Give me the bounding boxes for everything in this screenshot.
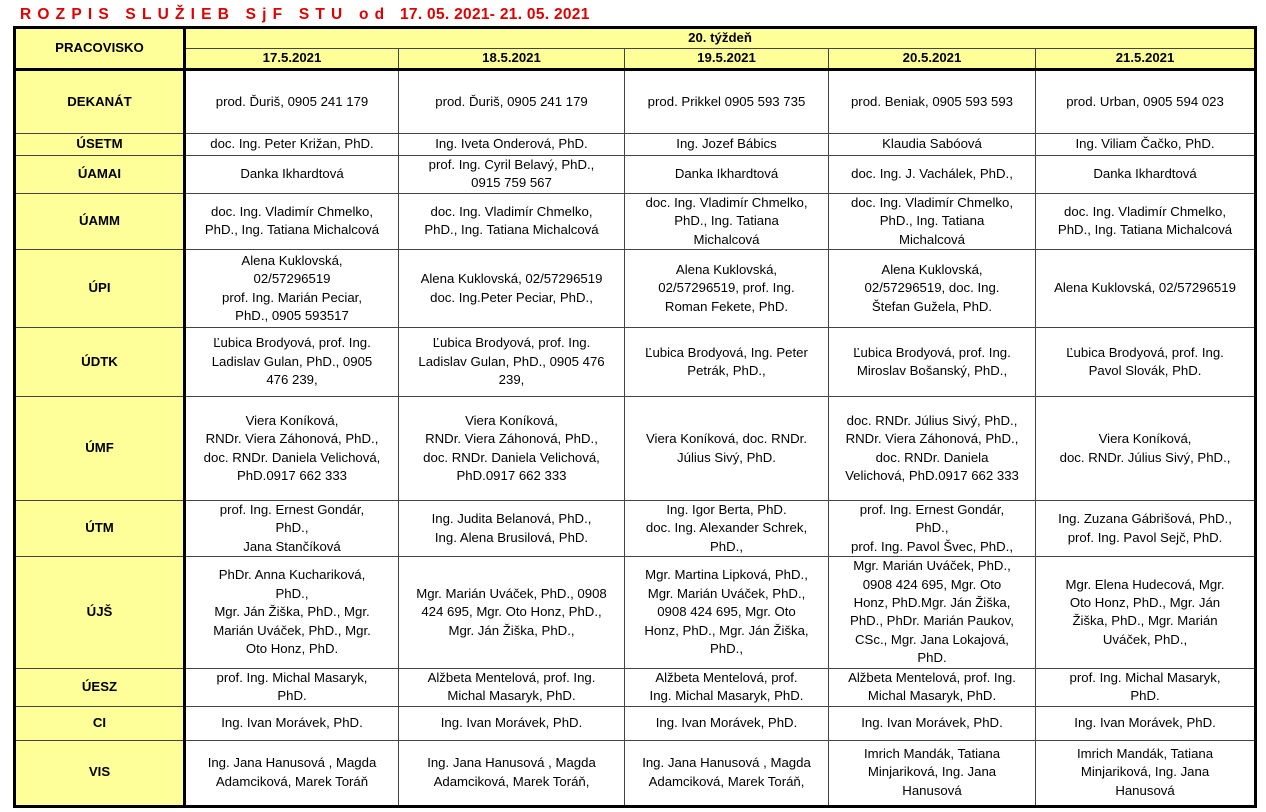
- date-header: 21.5.2021: [1036, 49, 1256, 70]
- duty-text: Ing. Ivan Morávek, PhD.: [221, 714, 363, 730]
- duty-text: prod. Ďuriš, 0905 241 179: [215, 93, 369, 109]
- schedule-cell: [185, 740, 399, 806]
- table-row: [15, 501, 1256, 557]
- schedule-cell: [399, 156, 625, 194]
- schedule-cell: [185, 250, 399, 328]
- schedule-cell: [1036, 668, 1256, 706]
- duty-text: Alena Kuklovská, 02/57296519, doc. Ing. Štefan Gužela, PhD.: [864, 261, 1000, 314]
- duty-text: prod. Beniak, 0905 593 593: [850, 93, 1014, 109]
- department-label: ÚJŠ: [15, 557, 185, 668]
- schedule-cell: [399, 250, 625, 328]
- duty-text: prod. Ďuriš, 0905 241 179: [435, 93, 588, 109]
- schedule-cell: [399, 70, 625, 134]
- duty-text: Ing. Judita Belanová, PhD., Ing. Alena Brusilová, PhD.: [431, 511, 592, 545]
- duty-text: Ing. Ivan Morávek, PhD.: [655, 714, 798, 730]
- table-row: [15, 668, 1256, 706]
- schedule-cell: [1036, 193, 1256, 249]
- duty-text: prof. Ing. Ernest Gondár, PhD., Jana Stančíková: [219, 502, 365, 554]
- department-label: VIS: [15, 740, 185, 806]
- date-header: 19.5.2021: [625, 49, 829, 70]
- pracovisko-header: PRACOVISKO: [15, 28, 185, 70]
- schedule-cell: [829, 328, 1036, 397]
- schedule-cell: [399, 193, 625, 249]
- schedule-cell: [829, 501, 1036, 557]
- schedule-cell: [185, 706, 399, 740]
- schedule-cell: [1036, 501, 1256, 557]
- table-row: [15, 250, 1256, 328]
- schedule-cell: [185, 668, 399, 706]
- title-period: 17. 05. 2021- 21. 05. 2021: [400, 6, 590, 23]
- schedule-cell: [185, 70, 399, 134]
- duty-text: doc. Ing. Vladimír Chmelko, PhD., Ing. Tatiana Michalcová: [204, 204, 380, 238]
- duty-text: Ľubica Brodyová, prof. Ing. Miroslav Bošanský, PhD.,: [853, 344, 1011, 379]
- table-row: [15, 706, 1256, 740]
- duty-text: Viera Koníková, doc. RNDr. Július Sivý, PhD.,: [1059, 431, 1231, 465]
- header-row-dates: [15, 49, 1256, 70]
- duty-text: Danka Ikhardtová: [674, 166, 779, 182]
- schedule-cell: [829, 557, 1036, 668]
- date-header: 17.5.2021: [185, 49, 399, 70]
- schedule-cell: [625, 397, 829, 501]
- duty-text: doc. Ing. Vladimír Chmelko, PhD., Ing. Tatiana Michalcová: [424, 204, 599, 238]
- table-row: [15, 134, 1256, 156]
- duty-text: Ing. Zuzana Gábrišová, PhD., prof. Ing. Pavol Sejč, PhD.: [1058, 511, 1232, 545]
- schedule-cell: [625, 134, 829, 156]
- schedule-cell: [1036, 328, 1256, 397]
- schedule-cell: [399, 557, 625, 668]
- department-label: ÚMF: [15, 397, 185, 501]
- duty-text: Ing. Iveta Onderová, PhD.: [435, 136, 588, 152]
- schedule-cell: [625, 501, 829, 557]
- schedule-cell: [399, 706, 625, 740]
- duty-text: Ing. Jozef Bábics: [676, 136, 777, 152]
- title-label: ROZPIS SLUŽIEB SjF STU od: [20, 6, 391, 23]
- duty-text: Alena Kuklovská, 02/57296519 prof. Ing. Marián Peciar, PhD., 0905 593517: [221, 252, 362, 323]
- duty-text: prod. Prikkel 0905 593 735: [647, 93, 806, 109]
- schedule-cell: [829, 134, 1036, 156]
- duty-text: Imrich Mandák, Tatiana Minjariková, Ing. Jana Hanusová: [1076, 745, 1214, 798]
- schedule-cell: [829, 156, 1036, 194]
- duty-text: Klaudia Sabóová: [882, 136, 982, 152]
- duty-text: Mgr. Marián Uváček, PhD., 0908 424 695, Mgr. Oto Honz, PhD., Mgr. Ján Žiška, PhD.,: [416, 585, 607, 638]
- duty-text: Alena Kuklovská, 02/57296519, prof. Ing. Roman Fekete, PhD.: [658, 261, 795, 314]
- duty-text: Mgr. Marián Uváček, PhD., 0908 424 695, Mgr. Oto Honz, PhD.Mgr. Ján Žiška, PhD., PhDr. Marián Paukov, CSc., Mgr. Jana Lokajová, PhD.: [850, 558, 1014, 666]
- department-label: DEKANÁT: [15, 70, 185, 134]
- schedule-cell: [1036, 70, 1256, 134]
- duty-text: doc. Ing. Vladimír Chmelko, PhD., Ing. Tatiana Michalcová: [1057, 204, 1233, 238]
- duty-text: Viera Koníková, doc. RNDr. Július Sivý, PhD.: [645, 431, 807, 465]
- duty-text: Ing. Ivan Morávek, PhD.: [1074, 714, 1216, 730]
- department-label: ÚESZ: [15, 668, 185, 706]
- schedule-cell: [399, 668, 625, 706]
- date-header: 18.5.2021: [399, 49, 625, 70]
- duty-text: Alžbeta Mentelová, prof. Ing. Michal Masaryk, PhD.: [427, 669, 596, 704]
- duty-text: Ľubica Brodyová, prof. Ing. Ladislav Gulan, PhD., 0905 476 239,: [418, 335, 605, 388]
- department-label: ÚSETM: [15, 134, 185, 156]
- duty-text: PhDr. Anna Kuchariková, PhD., Mgr. Ján Žiška, PhD., Mgr. Marián Uváček, PhD., Mgr. Oto Honz, PhD.: [213, 567, 371, 657]
- duty-text: prof. Ing. Cyril Belavý, PhD., 0915 759 567: [428, 157, 595, 191]
- page-title: [20, 6, 590, 28]
- table-row: [15, 740, 1256, 806]
- schedule-cell: [1036, 134, 1256, 156]
- schedule-cell: [829, 397, 1036, 501]
- schedule-cell: [399, 397, 625, 501]
- duty-text: Ing. Igor Berta, PhD. doc. Ing. Alexander Schrek, PhD.,: [645, 502, 808, 554]
- schedule-cell: [185, 193, 399, 249]
- department-label: ÚAMAI: [15, 156, 185, 194]
- duty-text: Danka Ikhardtová: [1093, 166, 1197, 182]
- duty-text: doc. RNDr. Július Sivý, PhD., RNDr. Viera Záhonová, PhD., doc. RNDr. Daniela Velichová, PhD.0917 662 333: [845, 412, 1019, 483]
- department-label: ÚDTK: [15, 328, 185, 397]
- schedule-cell: [829, 193, 1036, 249]
- duty-text: Ing. Jana Hanusová , Magda Adamciková, Marek Toráň,: [427, 755, 596, 789]
- schedule-cell: [185, 501, 399, 557]
- schedule-cell: [399, 134, 625, 156]
- schedule-cell: [399, 501, 625, 557]
- duty-text: doc. Ing. Peter Križan, PhD.: [210, 136, 374, 152]
- duty-text: Ing. Jana Hanusová , Magda Adamciková, Marek Toráň,: [642, 755, 811, 789]
- duty-text: doc. Ing. J. Vachálek, PhD.,: [851, 166, 1013, 182]
- department-label: CI: [15, 706, 185, 740]
- schedule-cell: [625, 740, 829, 806]
- duty-text: Viera Koníková, RNDr. Viera Záhonová, PhD., doc. RNDr. Daniela Velichová, PhD.0917 662 333: [423, 412, 600, 483]
- department-label: ÚPI: [15, 250, 185, 328]
- schedule-cell: [829, 740, 1036, 806]
- table-row: [15, 193, 1256, 249]
- duty-text: Danka Ikhardtová: [240, 166, 344, 182]
- schedule-cell: [185, 328, 399, 397]
- duty-text: prof. Ing. Michal Masaryk, PhD.: [1069, 669, 1221, 704]
- schedule-cell: [829, 668, 1036, 706]
- schedule-cell: [1036, 250, 1256, 328]
- duty-text: doc. Ing. Vladimír Chmelko, PhD., Ing. Tatiana Michalcová: [851, 194, 1013, 247]
- department-label: ÚAMM: [15, 193, 185, 249]
- schedule-cell: [1036, 706, 1256, 740]
- table-row: [15, 70, 1256, 134]
- duty-text: Viera Koníková, RNDr. Viera Záhonová, PhD., doc. RNDr. Daniela Velichová, PhD.0917 662 333: [203, 412, 381, 483]
- schedule-cell: [625, 668, 829, 706]
- schedule-cell: [1036, 397, 1256, 501]
- schedule-cell: [625, 557, 829, 668]
- schedule-cell: [625, 70, 829, 134]
- schedule-cell: [625, 706, 829, 740]
- date-header: 20.5.2021: [829, 49, 1036, 70]
- duty-text: Ľubica Brodyová, Ing. Peter Petrák, PhD.,: [645, 344, 808, 379]
- schedule-cell: [399, 740, 625, 806]
- schedule-cell: [625, 250, 829, 328]
- duty-text: Ing. Viliam Čačko, PhD.: [1075, 136, 1215, 152]
- duty-text: Alžbeta Mentelová, prof. Ing. Michal Masaryk, PhD.: [848, 669, 1016, 704]
- duty-text: prod. Urban, 0905 594 023: [1066, 93, 1224, 109]
- duty-text: Ing. Ivan Morávek, PhD.: [440, 714, 583, 730]
- duty-text: Alžbeta Mentelová, prof. Ing. Michal Masaryk, PhD.: [649, 669, 804, 704]
- schedule-cell: [829, 706, 1036, 740]
- schedule-cell: [185, 134, 399, 156]
- schedule-table: [13, 26, 1257, 808]
- schedule-cell: [185, 156, 399, 194]
- schedule-cell: [1036, 156, 1256, 194]
- header-row-week: [15, 28, 1256, 49]
- duty-text: doc. Ing. Vladimír Chmelko, PhD., Ing. Tatiana Michalcová: [645, 194, 808, 247]
- duty-text: Ing. Ivan Morávek, PhD.: [861, 714, 1003, 730]
- schedule-cell: [625, 193, 829, 249]
- schedule-cell: [185, 557, 399, 668]
- schedule-cell: [625, 156, 829, 194]
- schedule-cell: [1036, 557, 1256, 668]
- schedule-cell: [185, 397, 399, 501]
- schedule-cell: [829, 250, 1036, 328]
- table-row: [15, 328, 1256, 397]
- duty-text: Ing. Jana Hanusová , Magda Adamciková, Marek Toráň: [207, 755, 377, 789]
- department-label: ÚTM: [15, 501, 185, 557]
- schedule-cell: [829, 70, 1036, 134]
- duty-text: Mgr. Martina Lipková, PhD., Mgr. Marián Uváček, PhD., 0908 424 695, Mgr. Oto Honz, PhD., Mgr. Ján Žiška, PhD.,: [644, 567, 809, 657]
- duty-text: Ľubica Brodyová, prof. Ing. Ladislav Gulan, PhD., 0905 476 239,: [211, 335, 373, 388]
- schedule-cell: [1036, 740, 1256, 806]
- duty-text: prof. Ing. Ernest Gondár, PhD., prof. Ing. Pavol Švec, PhD.,: [851, 502, 1013, 554]
- schedule-cell: [399, 328, 625, 397]
- table-row: [15, 557, 1256, 668]
- duty-text: Mgr. Elena Hudecová, Mgr. Oto Honz, PhD., Mgr. Ján Žiška, PhD., Mgr. Marián Uváček, PhD.,: [1065, 576, 1225, 647]
- week-header: 20. týždeň: [185, 28, 1256, 49]
- table-row: [15, 397, 1256, 501]
- duty-text: Imrich Mandák, Tatiana Minjariková, Ing. Jana Hanusová: [863, 745, 1001, 798]
- schedule-cell: [625, 328, 829, 397]
- duty-text: Alena Kuklovská, 02/57296519: [1054, 280, 1236, 296]
- table-row: [15, 156, 1256, 194]
- duty-text: Ľubica Brodyová, prof. Ing. Pavol Slovák, PhD.: [1066, 344, 1224, 379]
- duty-text: Alena Kuklovská, 02/57296519 doc. Ing.Peter Peciar, PhD.,: [420, 271, 603, 305]
- duty-text: prof. Ing. Michal Masaryk, PhD.: [216, 669, 368, 704]
